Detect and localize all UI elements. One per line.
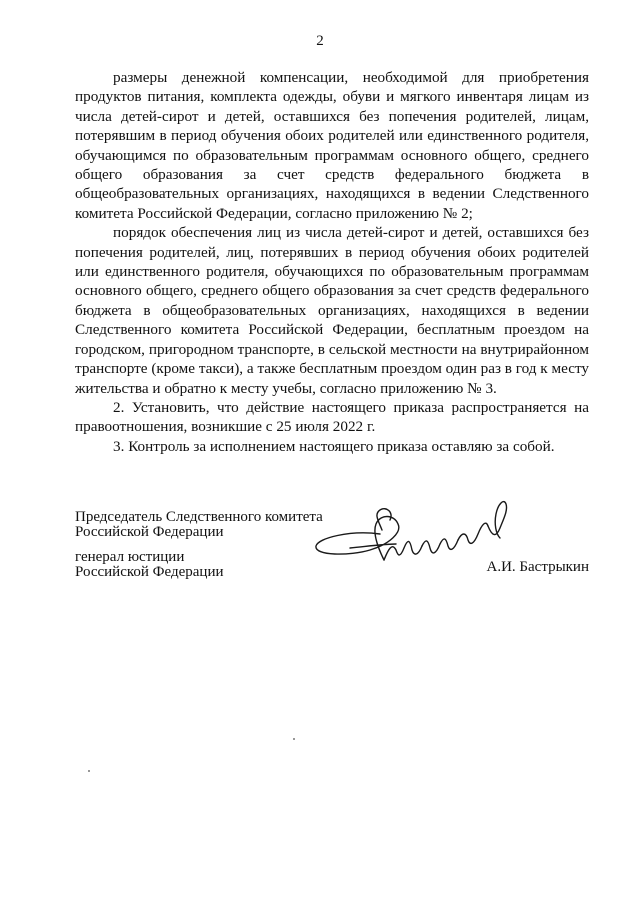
paragraph-effective-date: 2. Установить, что действие настоящего приказа распространяется на правоотношения, возникшие с 25 июля 2022 г. <box>75 398 589 436</box>
scan-speck <box>293 738 295 740</box>
signatory-title <box>75 510 323 540</box>
scan-speck <box>88 770 90 772</box>
paragraph-control: 3. Контроль за исполнением настоящего приказа оставляю за собой. <box>113 437 555 455</box>
paragraph-transport: порядок обеспечения лиц из числа детей-сирот и детей, оставшихся без попечения родителей, лиц, потерявших в период обучения обоих родителей или единственного родителя, обучающихся по образовательным программам основного общего, среднего общего образования за счет средств федерального бюджета в общеобразовательных организациях, находящихся в ведении Следственного комитета Российской Федерации, бесплатным проездом на городском, пригородном транспорте, в сельской местности на внутрирайонном транспорте (кроме такси), а также бесплатным проездом один раз в год к месту жительства и обратно к месту учебы, согласно приложению № 3. <box>75 224 589 397</box>
paragraph-compensation: размеры денежной компенсации, необходимой для приобретения продуктов питания, комплекта одежды, обуви и мягкого инвентаря лицам из числа детей-сирот и детей, оставшихся без попечения родителей, лицам, потерявшим в период обучения обоих родителей или единственного родителя, обучающимся по образовательным программам основного общего, среднего общего образования за счет средств федерального бюджета в общеобразовательных организациях, находящихся в ведении Следственного комитета Российской Федерации, согласно приложению № 2; <box>75 69 589 222</box>
signatory-title-line-2: Российской Федерации <box>75 524 224 540</box>
signatory-rank-line-2: Российской Федерации <box>75 564 224 580</box>
signatory-title-line-1: Председатель Следственного комитета <box>75 509 323 525</box>
signatory-rank <box>75 550 224 580</box>
document-body <box>75 68 589 456</box>
signatory-name: А.И. Бастрыкин <box>486 559 589 575</box>
signatory-rank-line-1: генерал юстиции <box>75 549 185 565</box>
page-number: 2 <box>316 33 324 49</box>
handwritten-signature <box>310 490 520 570</box>
